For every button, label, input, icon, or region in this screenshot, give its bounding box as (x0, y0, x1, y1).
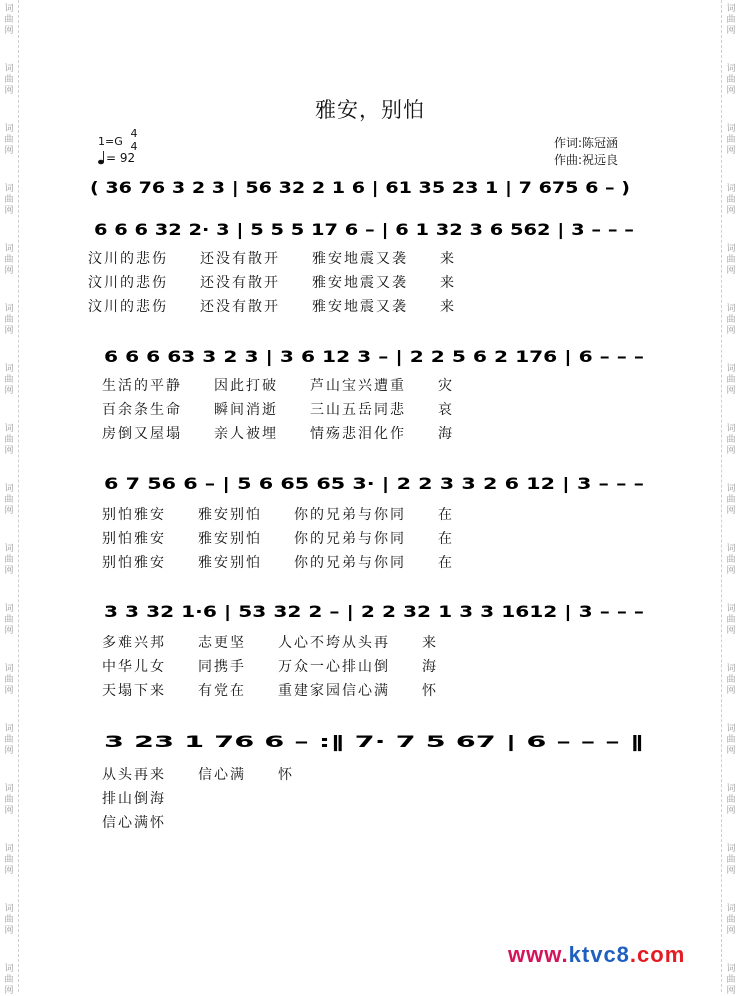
lyric-line-3: 信心满怀 (102, 815, 166, 831)
watermark-glyph: 曲 (726, 255, 736, 265)
watermark-glyph: 网 (726, 146, 736, 156)
watermark-glyph: 网 (726, 986, 736, 996)
notation-text: 3 23 1 76 6 – :‖ 7· 7 5 67 | 6 – – – ‖ (104, 732, 405, 751)
site-prefix: www. (508, 942, 569, 967)
watermark-glyph: 词 (726, 904, 736, 914)
composer-credit: 作曲:祝远良 (554, 153, 619, 167)
watermark-glyph: 曲 (4, 735, 14, 745)
watermark-glyph: 词 (4, 244, 14, 254)
score-system-verse-1 (86, 214, 644, 315)
watermark-glyph: 曲 (726, 675, 736, 685)
watermark-glyph: 网 (4, 386, 14, 396)
watermark-glyph: 词 (4, 484, 14, 494)
watermark-glyph: 网 (726, 866, 736, 876)
watermark-glyph: 网 (726, 566, 736, 576)
watermark-glyph: 词 (4, 364, 14, 374)
lyric-line-1: 别怕雅安 雅安别怕 你的兄弟与你同 在 (102, 507, 454, 523)
watermark-glyph: 曲 (726, 855, 736, 865)
watermark-glyph: 词 (4, 544, 14, 554)
watermark-glyph: 曲 (726, 975, 736, 985)
watermark-glyph: 网 (4, 86, 14, 96)
lyric-line-2: 中华儿女 同携手 万众一心排山倒 海 (102, 659, 438, 675)
lyric-line-3: 别怕雅安 雅安别怕 你的兄弟与你同 在 (102, 555, 454, 571)
notation-text: ( 36 76 3 2 3 | 56 32 2 1 6 | 61 35 23 1 | 7 675 6 – ) (90, 178, 543, 197)
watermark-glyph: 曲 (726, 795, 736, 805)
watermark-glyph: 曲 (4, 255, 14, 265)
time-signature (128, 127, 140, 153)
quarter-note-icon (98, 150, 104, 165)
watermark-glyph: 曲 (726, 75, 736, 85)
watermark-glyph: 网 (726, 746, 736, 756)
watermark-glyph: 曲 (4, 795, 14, 805)
watermark-glyph: 网 (726, 806, 736, 816)
watermark-glyph: 曲 (4, 435, 14, 445)
key-signature: 1=G (98, 135, 123, 148)
watermark-glyph: 词 (726, 784, 736, 794)
watermark-glyph: 曲 (4, 675, 14, 685)
notation-text: 6 7 56 6 – | 5 6 65 65 3· | 2 2 3 3 2 6 12 | 3 – – – (104, 474, 522, 493)
score-system-intro (86, 172, 644, 212)
watermark-glyph: 词 (4, 964, 14, 974)
watermark-glyph: 曲 (726, 15, 736, 25)
notation-line (86, 214, 644, 250)
notation-line (86, 596, 644, 632)
watermark-glyph: 网 (4, 806, 14, 816)
watermark-glyph: 词 (726, 124, 736, 134)
watermark-glyph: 网 (4, 206, 14, 216)
watermark-glyph: 词 (726, 484, 736, 494)
watermark-glyph: 曲 (726, 615, 736, 625)
watermark-glyph: 曲 (726, 555, 736, 565)
watermark-glyph: 词 (726, 364, 736, 374)
lyric-line-1: 多难兴邦 志更坚 人心不垮从头再 来 (102, 635, 438, 651)
watermark-glyph: 网 (4, 146, 14, 156)
lyric-line-2: 排山倒海 (102, 791, 166, 807)
watermark-glyph: 词 (726, 184, 736, 194)
watermark-glyph: 网 (4, 866, 14, 876)
lyric-line-1: 汶川的悲伤 还没有散开 雅安地震又袭 来 (88, 251, 456, 267)
lyric-line-3: 房倒又屋塌 亲人被埋 情殇悲泪化作 海 (102, 426, 454, 442)
watermark-glyph: 词 (726, 64, 736, 74)
watermark-glyph: 网 (726, 326, 736, 336)
score-system-chorus-1 (86, 468, 644, 571)
watermark-glyph: 网 (726, 386, 736, 396)
watermark-glyph: 网 (726, 26, 736, 36)
watermark-glyph: 网 (726, 206, 736, 216)
watermark-glyph: 词 (4, 124, 14, 134)
watermark-glyph: 网 (4, 326, 14, 336)
lyric-line-3: 天塌下来 有党在 重建家园信心满 怀 (102, 683, 438, 699)
watermark-glyph: 曲 (4, 915, 14, 925)
watermark-glyph: 词 (4, 64, 14, 74)
tempo-marking: = 92 (106, 151, 136, 165)
watermark-glyph: 网 (4, 746, 14, 756)
notation-text: 6 6 6 32 2· 3 | 5 5 5 17 6 – | 6 1 32 3 6 562 | 3 – – – (94, 220, 540, 239)
lyric-line-1: 生活的平静 因此打破 芦山宝兴遭重 灾 (102, 378, 454, 394)
watermark-glyph: 网 (726, 626, 736, 636)
watermark-glyph: 网 (726, 86, 736, 96)
watermark-glyph: 曲 (726, 735, 736, 745)
watermark-glyph: 词 (726, 424, 736, 434)
watermark-glyph: 词 (726, 964, 736, 974)
watermark-glyph: 词 (4, 4, 14, 14)
watermark-glyph: 曲 (4, 855, 14, 865)
watermark-glyph: 曲 (4, 975, 14, 985)
watermark-glyph: 曲 (726, 315, 736, 325)
site-suffix: .com (629, 942, 686, 967)
watermark-glyph: 曲 (4, 615, 14, 625)
watermark-glyph: 词 (726, 304, 736, 314)
watermark-glyph: 曲 (726, 435, 736, 445)
watermark-glyph: 词 (4, 664, 14, 674)
watermark-glyph: 词 (4, 784, 14, 794)
time-signature-top: 4 (130, 127, 138, 140)
notation-text: 3 3 32 1·6 | 53 32 2 – | 2 2 32 1 3 3 1612 | 3 – – – (104, 602, 533, 621)
watermark-glyph: 曲 (4, 555, 14, 565)
watermark-glyph: 词 (4, 184, 14, 194)
watermark-glyph: 网 (4, 626, 14, 636)
website-watermark (508, 942, 685, 968)
watermark-glyph: 网 (726, 506, 736, 516)
time-signature-bottom: 4 (130, 140, 138, 153)
watermark-glyph: 词 (4, 724, 14, 734)
watermark-glyph: 曲 (726, 915, 736, 925)
watermark-glyph: 网 (726, 266, 736, 276)
score-system-verse-2 (86, 341, 644, 442)
lyric-line-2: 百余条生命 瞬间消逝 三山五岳同悲 哀 (102, 402, 454, 418)
watermark-glyph: 网 (4, 566, 14, 576)
watermark-glyph: 曲 (4, 15, 14, 25)
watermark-glyph: 曲 (726, 375, 736, 385)
watermark-glyph: 网 (4, 446, 14, 456)
watermark-glyph: 曲 (4, 135, 14, 145)
watermark-glyph: 网 (726, 686, 736, 696)
watermark-glyph: 网 (4, 986, 14, 996)
watermark-glyph: 词 (726, 4, 736, 14)
notation-line (86, 468, 644, 504)
lyric-line-1: 从头再来 信心满 怀 (102, 767, 294, 783)
watermark-glyph: 网 (4, 926, 14, 936)
lyricist-credit: 作词:陈冠涵 (554, 136, 619, 150)
song-title: 雅安，别怕 (315, 98, 425, 122)
watermark-glyph: 曲 (4, 75, 14, 85)
watermark-glyph: 曲 (726, 135, 736, 145)
watermark-glyph: 网 (4, 266, 14, 276)
watermark-glyph: 词 (4, 304, 14, 314)
site-name: ktvc8 (568, 942, 630, 967)
notation-line (86, 726, 644, 762)
score-system-ending (86, 726, 644, 831)
watermark-glyph: 词 (726, 724, 736, 734)
watermark-glyph: 词 (726, 604, 736, 614)
watermark-glyph: 词 (726, 844, 736, 854)
watermark-glyph: 词 (4, 424, 14, 434)
score-system-chorus-2 (86, 596, 644, 699)
notation-line (86, 172, 644, 208)
watermark-glyph: 词 (726, 544, 736, 554)
watermark-glyph: 词 (4, 604, 14, 614)
lyric-line-3: 汶川的悲伤 还没有散开 雅安地震又袭 来 (88, 299, 456, 315)
watermark-glyph: 词 (4, 844, 14, 854)
watermark-glyph: 曲 (4, 315, 14, 325)
lyric-line-2: 汶川的悲伤 还没有散开 雅安地震又袭 来 (88, 275, 456, 291)
watermark-glyph: 曲 (4, 195, 14, 205)
watermark-glyph: 网 (4, 506, 14, 516)
watermark-glyph: 词 (4, 904, 14, 914)
watermark-glyph: 网 (4, 26, 14, 36)
watermark-glyph: 曲 (726, 195, 736, 205)
notation-line (86, 341, 644, 377)
watermark-glyph: 词 (726, 244, 736, 254)
watermark-glyph: 词 (726, 664, 736, 674)
notation-text: 6 6 6 63 3 2 3 | 3 6 12 3 – | 2 2 5 6 2 176 | 6 – – – (104, 347, 533, 366)
watermark-glyph: 曲 (726, 495, 736, 505)
watermark-glyph: 网 (726, 926, 736, 936)
watermark-glyph: 曲 (4, 375, 14, 385)
lyric-line-2: 别怕雅安 雅安别怕 你的兄弟与你同 在 (102, 531, 454, 547)
watermark-glyph: 曲 (4, 495, 14, 505)
watermark-glyph: 网 (726, 446, 736, 456)
watermark-glyph: 网 (4, 686, 14, 696)
